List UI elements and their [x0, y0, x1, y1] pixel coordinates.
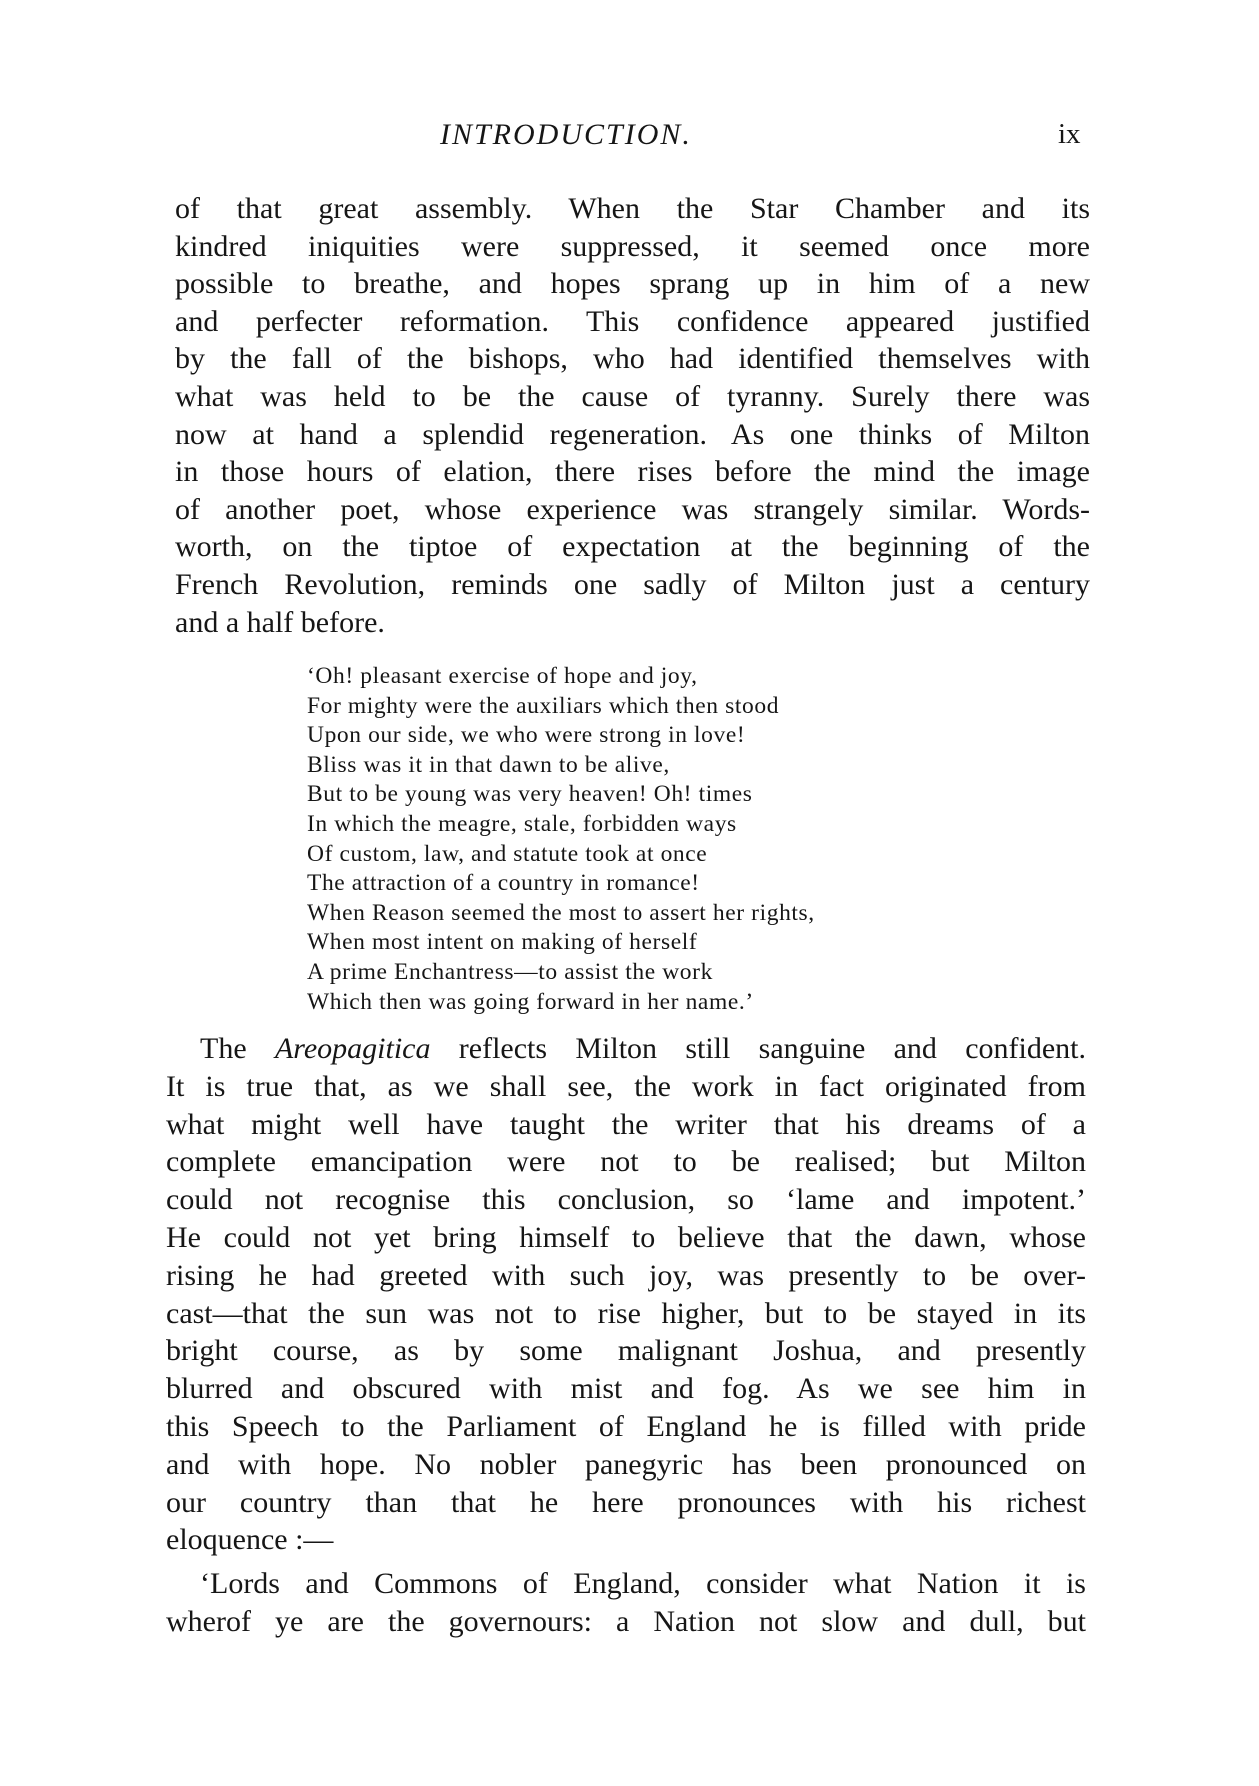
- verse-line: When most intent on making of herself: [307, 929, 698, 956]
- page-number: ix: [1058, 118, 1081, 150]
- text-line: blurred and obscured with mist and fog. As we see him in: [166, 1372, 1086, 1406]
- text-line: complete emancipation were not to be realised; but Milton: [166, 1145, 1086, 1179]
- text-line: possible to breathe, and hopes sprang up in him of a new: [175, 267, 1090, 301]
- text-line: cast—that the sun was not to rise higher, but to be stayed in its: [166, 1296, 1086, 1330]
- text-run: reflects Milton still sanguine and confident.: [430, 1032, 1087, 1065]
- text-line: what might well have taught the writer that his dreams of a: [166, 1107, 1086, 1141]
- verse-line: Which then was going forward in her name.’: [307, 988, 754, 1015]
- text-line: and with hope. No nobler panegyric has been pronounced on: [166, 1447, 1086, 1481]
- verse-line: A prime Enchantress—to assist the work: [307, 958, 713, 985]
- text-line: this Speech to the Parliament of England he is filled with pride: [166, 1409, 1086, 1443]
- running-title: INTRODUCTION.: [440, 118, 692, 151]
- verse-line: For mighty were the auxiliars which then stood: [307, 692, 780, 719]
- text-line: and a half before.: [175, 605, 385, 639]
- text-line: by the fall of the bishops, who had identified themselves with: [175, 342, 1090, 376]
- text-line: in those hours of elation, there rises before the mind the image: [175, 455, 1090, 489]
- text-line: of that great assembly. When the Star Chamber and its: [175, 192, 1090, 225]
- text-line: worth, on the tiptoe of expectation at the beginning of the: [175, 530, 1090, 564]
- text-line: and perfecter reformation. This confidence appeared justified: [175, 304, 1090, 338]
- verse-line: When Reason seemed the most to assert her rights,: [307, 899, 815, 926]
- text-line: bright course, as by some malignant Joshua, and presently: [166, 1334, 1086, 1368]
- text-line: rising he had greeted with such joy, was presently to be over-: [166, 1258, 1086, 1292]
- verse-line: Upon our side, we who were strong in love!: [307, 722, 746, 749]
- paragraph-2: [166, 1030, 1086, 1559]
- text-line-first: [166, 1030, 1086, 1068]
- text-line: wherof ye are the governours: a Nation not slow and dull, but: [166, 1604, 1086, 1638]
- verse-quotation: [307, 662, 967, 1017]
- text-line: French Revolution, reminds one sadly of Milton just a century: [175, 567, 1090, 601]
- running-head: [0, 118, 1259, 158]
- text-line: now at hand a splendid regeneration. As one thinks of Milton: [175, 417, 1090, 451]
- paragraph-1: [175, 190, 1090, 641]
- verse-line: Bliss was it in that dawn to be alive,: [307, 751, 670, 778]
- text-line: eloquence :—: [166, 1523, 334, 1557]
- verse-line: The attraction of a country in romance!: [307, 870, 700, 897]
- text-run: The: [200, 1032, 275, 1065]
- verse-line: In which the meagre, stale, forbidden ways: [307, 810, 737, 837]
- paragraph-3-quotation: [166, 1565, 1086, 1640]
- verse-line: But to be young was very heaven! Oh! times: [307, 781, 753, 808]
- text-line: could not recognise this conclusion, so ‘lame and impotent.’: [166, 1183, 1086, 1217]
- text-line: ‘Lords and Commons of England, consider what Nation it is: [200, 1567, 1086, 1600]
- text-line: He could not yet bring himself to believe that the dawn, whose: [166, 1220, 1086, 1254]
- verse-line: ‘Oh! pleasant exercise of hope and joy,: [307, 663, 698, 689]
- verse-line: Of custom, law, and statute took at once: [307, 840, 708, 867]
- book-title-italic: Areopagitica: [274, 1032, 431, 1065]
- text-line: our country than that he here pronounces with his richest: [166, 1485, 1086, 1519]
- text-line: It is true that, as we shall see, the work in fact originated from: [166, 1069, 1086, 1103]
- text-line: kindred iniquities were suppressed, it seemed once more: [175, 229, 1090, 263]
- text-line: of another poet, whose experience was strangely similar. Words-: [175, 492, 1090, 526]
- text-line: what was held to be the cause of tyranny. Surely there was: [175, 379, 1090, 413]
